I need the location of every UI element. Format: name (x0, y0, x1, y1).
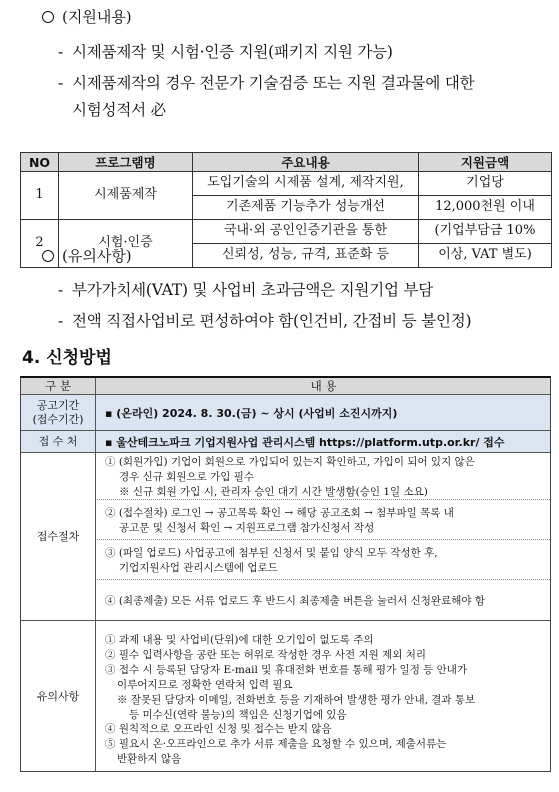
amount-line-1: 기업당 (419, 172, 552, 196)
header-col-content: 내 용 (310, 379, 337, 393)
office-value: ▪ 울산테크노파크 기업지원사업 관리시스템 https://platform.utp.or.kr/ 접수 (105, 435, 505, 449)
period-row (21, 395, 550, 431)
support-line-3: 시험성적서 必 (72, 101, 166, 119)
cautions-label: 유의사항 (21, 621, 96, 772)
procedure-step-4: ④ (최종제출) 모든 서류 업로드 후 반드시 최종제출 버튼을 눌러서 신청완료해야 함 (105, 595, 485, 607)
notice-line-2: - 전액 직접사업비로 편성하여야 함(인건비, 간접비 등 불인정) (58, 312, 472, 330)
col-no: NO (21, 153, 59, 172)
procedure-step-1: ① (회원가입) 기업이 회원으로 가입되어 있는지 확인하고, 가입이 되어 있지 않은 경우 신규 회원으로 가입 필수 ※ 신규 회원 가입 시, 관리자 승인 대기 시간 발생함(승인 1일 소요) (97, 453, 550, 500)
support-line-2: - 시제품제작의 경우 전문가 기술검증 또는 지원 결과물에 대한 (58, 74, 475, 92)
caution-line: ① 과제 내용 및 사업비(단위)에 대한 오기입이 없도록 주의 (105, 634, 374, 646)
cautions-row (21, 621, 550, 772)
caution-line: ⑤ 필요시 온·오프라인으로 추가 서류 제출을 요청할 수 있으며, 제출서류는 (105, 738, 447, 751)
row-content: 도입기술의 시제품 설계, 제작지원, (193, 172, 419, 196)
row-program: 시험·인증 (59, 220, 193, 268)
row-no: 1 (21, 172, 59, 220)
caution-line: ② 필수 입력사항을 공란 또는 허위로 작성한 경우 사전 지원 제외 처리 (105, 648, 427, 661)
row-program: 시제품제작 (59, 172, 193, 220)
procedure-row (21, 453, 550, 621)
amount-line-4: 이상, VAT 별도) (419, 244, 552, 268)
col-content: 주요내용 (193, 153, 419, 172)
row-no: 2 (21, 220, 59, 268)
period-label: 공고기간 (접수기간) (21, 395, 96, 430)
caution-line: 반환하지 않음 (117, 753, 182, 766)
caution-line: ※ 잘못된 담당자 이메일, 전화번호 등을 기재하여 발생한 평가 안내, 결과 통보 (117, 693, 476, 706)
caution-line: ④ 원칙적으로 오프라인 신청 및 접수는 받지 않음 (105, 723, 332, 736)
office-label: 접 수 처 (21, 431, 96, 452)
table-row (21, 220, 552, 244)
section-title: 4. 신청방법 (22, 348, 112, 368)
row-content: 신뢰성, 성능, 규격, 표준화 등 (193, 244, 419, 268)
circle-bullet-icon (42, 250, 54, 262)
procedure-label: 접수절차 (21, 453, 96, 620)
application-table (20, 376, 551, 772)
support-line-1: - 시제품제작 및 시험·인증 지원(패키지 지원 가능) (58, 43, 393, 61)
caution-line: 이루어지므로 정확한 연락처 입력 필요 (117, 678, 293, 691)
notice-heading: (유의사항) (42, 245, 132, 266)
table-row (21, 172, 552, 196)
caution-line: 등 미수신(연락 불능)의 책임은 신청기업에 있음 (129, 708, 347, 721)
procedure-step-3: ③ (파일 업로드) 사업공고에 첨부된 신청서 및 붙임 양식 모두 작성한 후, 기업지원사업 관리시스템에 업로드 (97, 540, 550, 580)
amount-line-3: (기업부담금 10% (419, 220, 552, 244)
procedure-step-2: ② (접수절차) 로그인 → 공고목록 확인 → 해당 공고조회 → 첨부파일 목록 내 공고문 및 신청서 확인 → 지원프로그램 참가신청서 작성 (97, 500, 550, 540)
header-col-category: 구 분 (21, 378, 96, 394)
caution-line: ③ 접수 시 등록된 담당자 E-mail 및 휴대전화 번호를 통해 평가 일정 등 안내가 (105, 663, 468, 676)
notice-line-1: - 부가가치세(VAT) 및 사업비 초과금액은 지원기업 부담 (58, 281, 434, 299)
row-content: 국내·외 공인인증기관을 통한 (193, 220, 419, 244)
circle-bullet-icon (42, 11, 54, 23)
amount-line-2: 12,000천원 이내 (419, 196, 552, 220)
cautions-list (105, 633, 475, 767)
period-value: ▪ (온라인) 2024. 8. 30.(금) ~ 상시 (사업비 소진시까지) (105, 406, 398, 420)
col-amount: 지원금액 (419, 153, 552, 172)
row-content: 기존제품 기능추가 성능개선 (193, 196, 419, 220)
table-header-row (21, 378, 550, 395)
col-program: 프로그램명 (59, 153, 193, 172)
support-heading: (지원내용) (42, 6, 132, 27)
office-row (21, 431, 550, 453)
